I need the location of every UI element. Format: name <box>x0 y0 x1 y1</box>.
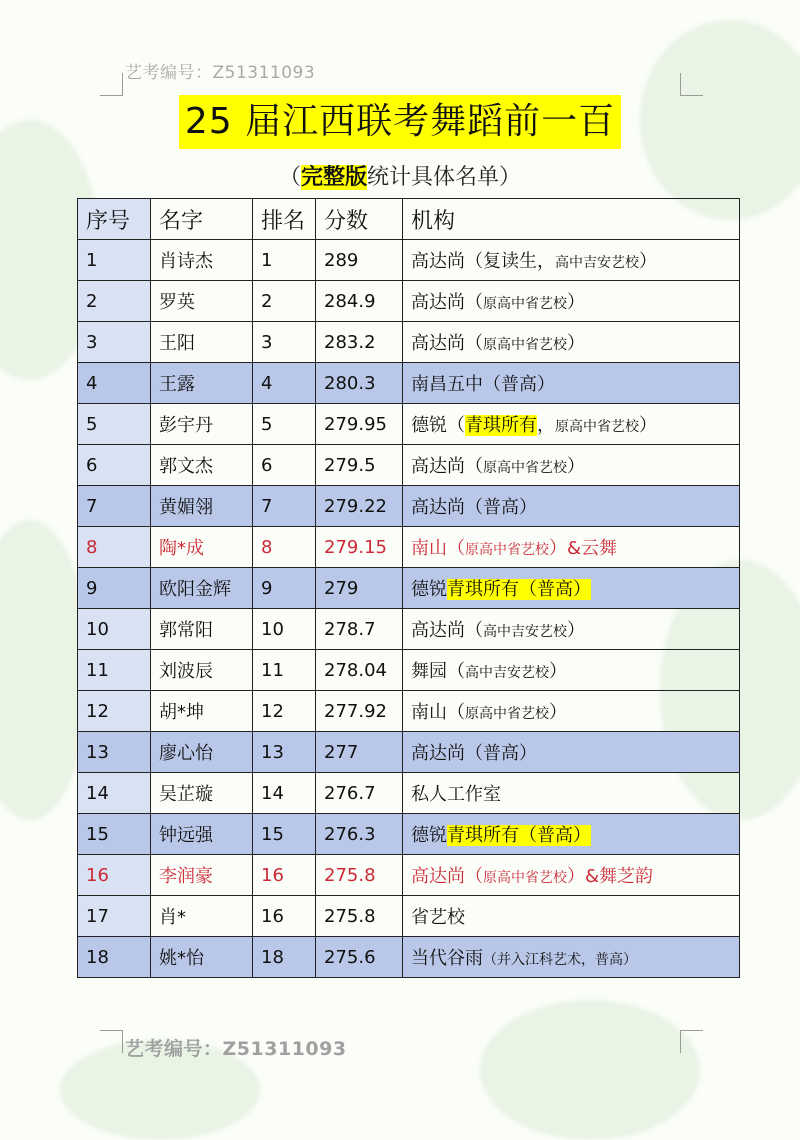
org-segment: 南山（ <box>411 538 465 559</box>
cell-name: 陶*成 <box>151 527 253 568</box>
org-segment: 省艺校 <box>411 907 465 928</box>
column-header-seq: 序号 <box>78 199 151 240</box>
cell-seq: 3 <box>78 322 151 363</box>
org-segment: 高达尚（ <box>411 620 483 641</box>
cell-seq: 5 <box>78 404 151 445</box>
org-segment: 高达尚（ <box>411 292 483 313</box>
cell-rank: 11 <box>253 650 316 691</box>
org-segment: ） <box>549 702 567 723</box>
cell-name: 郭文杰 <box>151 445 253 486</box>
subtitle <box>0 160 800 191</box>
table-row <box>78 445 740 486</box>
cell-seq: 16 <box>78 855 151 896</box>
cell-rank: 14 <box>253 773 316 814</box>
cell-org <box>403 650 740 691</box>
cell-rank: 16 <box>253 896 316 937</box>
table-row <box>78 896 740 937</box>
cell-rank: 2 <box>253 281 316 322</box>
cell-org <box>403 240 740 281</box>
table-row <box>78 691 740 732</box>
table-row <box>78 322 740 363</box>
cell-name: 王露 <box>151 363 253 404</box>
footer-exam-id: 艺考编号：Z51311093 <box>125 1038 347 1060</box>
cell-org <box>403 322 740 363</box>
org-segment: 青琪所有 <box>465 415 537 436</box>
org-segment: 原高中省艺校 <box>465 706 549 722</box>
cell-name: 肖诗杰 <box>151 240 253 281</box>
corner-mark-top-left <box>100 73 123 96</box>
cell-rank: 18 <box>253 937 316 978</box>
org-segment: 德锐 <box>411 579 447 600</box>
org-segment: 原高中省艺校 <box>465 542 549 558</box>
cell-seq: 17 <box>78 896 151 937</box>
cell-seq: 11 <box>78 650 151 691</box>
column-header-rank: 排名 <box>253 199 316 240</box>
cell-name: 廖心怡 <box>151 732 253 773</box>
org-segment: 原高中省艺校 <box>483 870 567 886</box>
cell-seq: 8 <box>78 527 151 568</box>
org-segment: ） <box>549 661 567 682</box>
table-row <box>78 937 740 978</box>
org-segment: 高达尚（普高） <box>411 497 537 518</box>
title-block <box>0 95 800 149</box>
org-segment: ） <box>639 415 657 436</box>
cell-score: 278.04 <box>316 650 403 691</box>
org-segment: 私人工作室 <box>411 784 501 805</box>
cell-rank: 12 <box>253 691 316 732</box>
cell-org <box>403 732 740 773</box>
cell-rank: 3 <box>253 322 316 363</box>
org-segment: 青琪所有（普高） <box>447 825 591 846</box>
cell-org <box>403 773 740 814</box>
header-exam-id: 艺考编号：Z51311093 <box>125 63 316 83</box>
cell-name: 姚*怡 <box>151 937 253 978</box>
table-row <box>78 814 740 855</box>
cell-name: 李润豪 <box>151 855 253 896</box>
cell-score: 279.22 <box>316 486 403 527</box>
cell-score: 276.3 <box>316 814 403 855</box>
org-segment: 当代谷雨 <box>411 948 483 969</box>
column-header-org: 机构 <box>403 199 740 240</box>
table-row <box>78 281 740 322</box>
cell-org <box>403 855 740 896</box>
cell-name: 吴芷璇 <box>151 773 253 814</box>
table-row <box>78 650 740 691</box>
cell-rank: 4 <box>253 363 316 404</box>
table-row <box>78 855 740 896</box>
cell-seq: 1 <box>78 240 151 281</box>
cell-score: 289 <box>316 240 403 281</box>
watermark-blob <box>480 1000 700 1140</box>
org-segment: 德锐 <box>411 825 447 846</box>
org-segment: 高达尚（ <box>411 333 483 354</box>
org-segment: ） <box>567 456 585 477</box>
cell-rank: 6 <box>253 445 316 486</box>
cell-name: 王阳 <box>151 322 253 363</box>
table-row <box>78 609 740 650</box>
cell-seq: 18 <box>78 937 151 978</box>
cell-score: 279.15 <box>316 527 403 568</box>
table-row <box>78 363 740 404</box>
cell-score: 275.8 <box>316 855 403 896</box>
cell-rank: 10 <box>253 609 316 650</box>
cell-score: 283.2 <box>316 322 403 363</box>
cell-name: 钟远强 <box>151 814 253 855</box>
org-segment: 高达尚（复读生， <box>411 251 555 272</box>
cell-seq: 9 <box>78 568 151 609</box>
org-segment: 高中吉安艺校 <box>483 624 567 640</box>
table-row <box>78 486 740 527</box>
cell-score: 277.92 <box>316 691 403 732</box>
cell-seq: 10 <box>78 609 151 650</box>
org-segment: 南山（ <box>411 702 465 723</box>
org-segment: 高中吉安艺校 <box>465 665 549 681</box>
cell-name: 郭常阳 <box>151 609 253 650</box>
subtitle-rest: 统计具体名单） <box>367 165 522 190</box>
cell-name: 黄媚翎 <box>151 486 253 527</box>
column-header-score: 分数 <box>316 199 403 240</box>
cell-seq: 2 <box>78 281 151 322</box>
cell-seq: 13 <box>78 732 151 773</box>
corner-mark-top-right <box>680 73 703 96</box>
org-segment: ） <box>567 620 585 641</box>
cell-name: 彭宇丹 <box>151 404 253 445</box>
org-segment: 高达尚（ <box>411 866 483 887</box>
cell-score: 275.8 <box>316 896 403 937</box>
cell-org <box>403 609 740 650</box>
cell-seq: 15 <box>78 814 151 855</box>
org-segment: 高中吉安艺校 <box>555 255 639 271</box>
cell-org <box>403 404 740 445</box>
subtitle-open: （ <box>278 165 301 190</box>
table-body <box>78 240 740 978</box>
cell-rank: 15 <box>253 814 316 855</box>
cell-name: 肖* <box>151 896 253 937</box>
cell-name: 罗英 <box>151 281 253 322</box>
cell-org <box>403 363 740 404</box>
cell-seq: 7 <box>78 486 151 527</box>
subtitle-highlight: 完整版 <box>300 165 367 190</box>
org-segment: ， <box>537 415 555 436</box>
cell-name: 刘波辰 <box>151 650 253 691</box>
org-segment: 南昌五中（普高） <box>411 374 555 395</box>
cell-org <box>403 937 740 978</box>
table-row <box>78 568 740 609</box>
org-segment: （并入江科艺术，普高） <box>483 952 637 968</box>
cell-org <box>403 281 740 322</box>
org-segment: 原高中省艺校 <box>483 460 567 476</box>
cell-score: 284.9 <box>316 281 403 322</box>
cell-rank: 5 <box>253 404 316 445</box>
cell-org <box>403 445 740 486</box>
cell-org <box>403 896 740 937</box>
cell-rank: 8 <box>253 527 316 568</box>
cell-score: 280.3 <box>316 363 403 404</box>
org-segment: ） <box>639 251 657 272</box>
table-row <box>78 773 740 814</box>
ranking-table <box>77 198 740 978</box>
table-row <box>78 404 740 445</box>
cell-org <box>403 527 740 568</box>
org-segment: 舞园（ <box>411 661 465 682</box>
table-row <box>78 732 740 773</box>
cell-seq: 6 <box>78 445 151 486</box>
cell-seq: 12 <box>78 691 151 732</box>
org-segment: 高达尚（普高） <box>411 743 537 764</box>
cell-name: 胡*坤 <box>151 691 253 732</box>
org-segment: 原高中省艺校 <box>555 419 639 435</box>
org-segment: 高达尚（ <box>411 456 483 477</box>
org-segment: ）&云舞 <box>549 538 618 559</box>
table-row <box>78 527 740 568</box>
cell-rank: 13 <box>253 732 316 773</box>
cell-org <box>403 814 740 855</box>
cell-score: 278.7 <box>316 609 403 650</box>
cell-seq: 4 <box>78 363 151 404</box>
table-header-row <box>78 199 740 240</box>
table-row <box>78 240 740 281</box>
org-segment: ） <box>567 292 585 313</box>
org-segment: 青琪所有（普高） <box>447 579 591 600</box>
column-header-name: 名字 <box>151 199 253 240</box>
org-segment: 原高中省艺校 <box>483 337 567 353</box>
cell-seq: 14 <box>78 773 151 814</box>
cell-org <box>403 691 740 732</box>
cell-score: 279.95 <box>316 404 403 445</box>
corner-mark-bottom-left <box>100 1030 123 1053</box>
cell-rank: 1 <box>253 240 316 281</box>
cell-score: 275.6 <box>316 937 403 978</box>
org-segment: ）&舞芝韵 <box>567 866 654 887</box>
cell-score: 279 <box>316 568 403 609</box>
cell-rank: 7 <box>253 486 316 527</box>
cell-rank: 9 <box>253 568 316 609</box>
cell-name: 欧阳金辉 <box>151 568 253 609</box>
corner-mark-bottom-right <box>680 1030 703 1053</box>
org-segment: 德锐（ <box>411 415 465 436</box>
cell-rank: 16 <box>253 855 316 896</box>
page-title: 25 届江西联考舞蹈前一百 <box>179 95 621 149</box>
org-segment: 原高中省艺校 <box>483 296 567 312</box>
cell-org <box>403 568 740 609</box>
org-segment: ） <box>567 333 585 354</box>
cell-score: 277 <box>316 732 403 773</box>
cell-org <box>403 486 740 527</box>
cell-score: 279.5 <box>316 445 403 486</box>
cell-score: 276.7 <box>316 773 403 814</box>
